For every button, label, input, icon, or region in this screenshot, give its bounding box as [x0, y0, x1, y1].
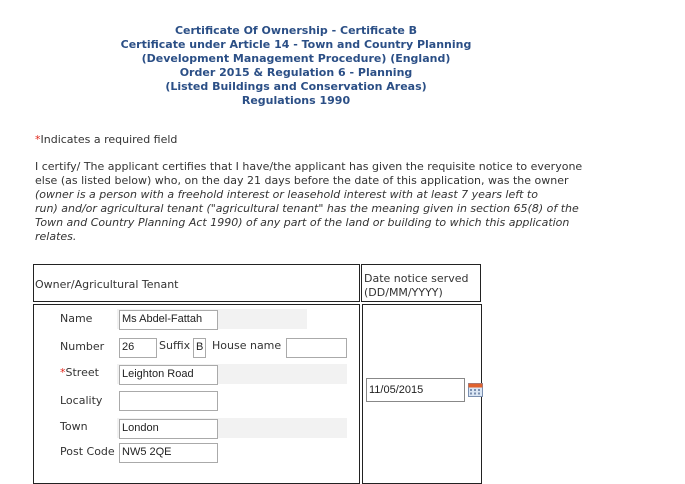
street-input[interactable]: Leighton Road [119, 365, 218, 385]
title-line: Certificate Of Ownership - Certificate B [174, 24, 418, 37]
certification-statement [35, 160, 595, 244]
suffix-input[interactable]: B [193, 338, 206, 358]
number-label: Number [60, 340, 105, 353]
calendar-icon[interactable] [468, 383, 483, 397]
title-line: Regulations 1990 [241, 94, 351, 107]
name-label: Name [60, 312, 93, 325]
postcode-input[interactable]: NW5 2QE [119, 443, 218, 463]
title-line: (Development Management Procedure) (England) [141, 52, 451, 65]
owner-column-label: Owner/Agricultural Tenant [35, 278, 179, 291]
statement-line: Town and Country Planning Act 1990) of any part of the land or building to which this application [35, 216, 570, 229]
street-label-text: Street [65, 366, 99, 379]
title-line: Order 2015 & Regulation 6 - Planning [179, 66, 413, 79]
locality-input[interactable] [119, 391, 218, 411]
house-name-label: House name [212, 339, 282, 352]
number-input[interactable]: 26 [119, 338, 157, 358]
title-line: (Listed Buildings and Conservation Areas) [165, 80, 427, 93]
required-star: * [35, 133, 41, 146]
statement-line: run) and/or agricultural tenant ("agricultural tenant" has the meaning given in section 65(8) of the [35, 202, 579, 215]
town-label: Town [60, 420, 88, 433]
required-field-note [35, 133, 177, 146]
date-served-input[interactable]: 11/05/2015 [366, 378, 465, 402]
date-column-label-line: Date notice served [364, 272, 469, 285]
locality-label: Locality [60, 394, 103, 407]
title-line: Certificate under Article 14 - Town and Country Planning [120, 38, 472, 51]
street-label [60, 366, 99, 379]
statement-line: else (as listed below) who, on the day 21 days before the date of this application, was the owner [35, 174, 569, 187]
date-column-format: (DD/MM/YYYY) [364, 286, 443, 299]
statement-line: relates. [35, 230, 77, 243]
postcode-label: Post Code [60, 445, 115, 458]
date-column-label [364, 272, 468, 300]
required-note-text: Indicates a required field [40, 133, 178, 146]
required-star: * [60, 366, 66, 379]
certificate-title [0, 24, 592, 108]
statement-line: (owner is a person with a freehold interest or leasehold interest with at least 7 years left to [35, 188, 538, 201]
town-input[interactable]: London [119, 419, 218, 439]
suffix-label: Suffix [159, 339, 191, 352]
name-input[interactable]: Ms Abdel-Fattah [119, 310, 218, 330]
statement-line: I certify/ The applicant certifies that I have/the applicant has given the requisite notice to everyone [35, 160, 583, 173]
house-name-input[interactable] [286, 338, 347, 358]
